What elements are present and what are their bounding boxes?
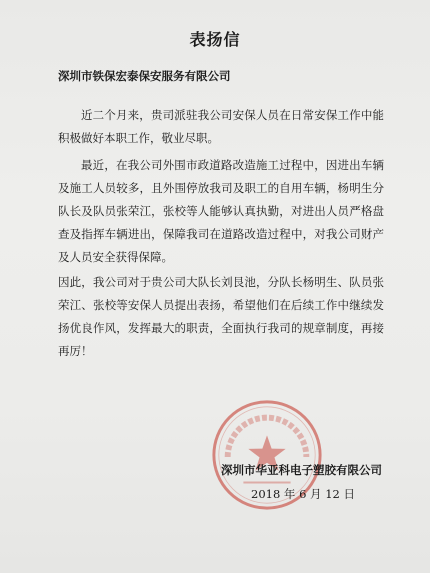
signer-company: 深圳市华亚科电子塑胶有限公司 [221, 463, 382, 477]
paragraph-2: 最近，在我公司外围市政道路改造施工过程中，因进出车辆及施工人员较多，且外围停放我司及职工的自用车辆，杨明生分队长及队员张荣江，张校等人能够认真执勤，对进出人员严格盘查及指挥车辆进出，保障我司在道路改造过程中，对我公司财产及人员安全获得保障。 [58, 158, 384, 264]
letter-date: 2018 年 6 月 12 日 [251, 487, 355, 501]
letter-title: 表扬信 [189, 30, 241, 49]
addressee: 深圳市铁保宏泰保安服务有限公司 [58, 69, 231, 83]
paragraph-3: 因此，我公司对于贵公司大队长刘艮池，分队长杨明生、队员张荣江、张校等安保人员提出表扬，希望他们在后续工作中继续发扬优良作风，发挥最大的职责，全面执行我司的规章制度，再接再厉！ [58, 275, 384, 358]
paragraph-1: 近二个月来，贵司派驻我公司安保人员在日常安保工作中能积极做好本职工作，敬业尽职。 [58, 108, 384, 145]
